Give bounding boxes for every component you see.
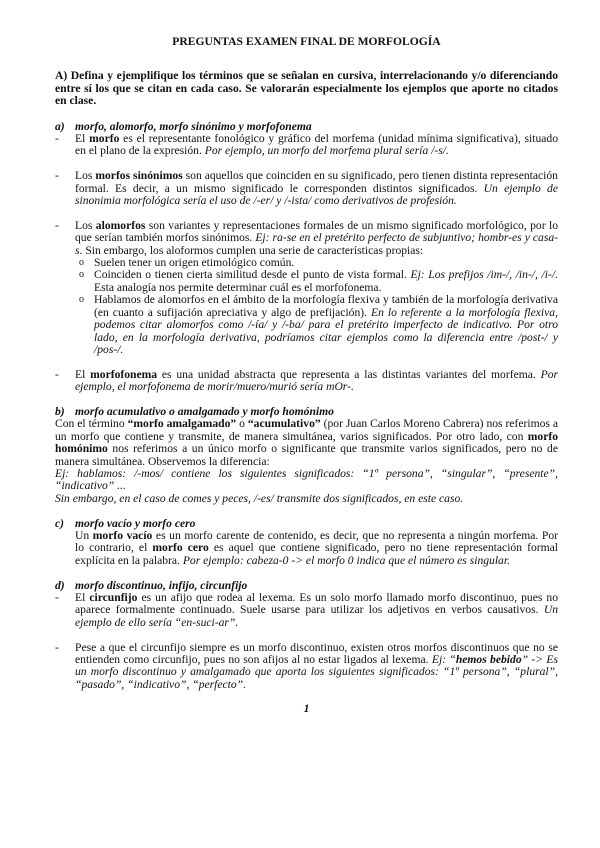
text-run: es el representante fonológico y gráfico del morfema (unidad mínima significativa), situado en el plano de la expresión. xyxy=(75,132,559,158)
term-bold: morfo cero xyxy=(152,541,209,555)
document-title: PREGUNTAS EXAMEN FINAL DE MORFOLOGÍA xyxy=(172,35,441,48)
example-italic: Un ejemplo de sinonimia morfológica sería el uso de /-er/ y /-ista/ como derivativos de profesión. xyxy=(75,181,558,208)
text-run: Los xyxy=(75,169,96,183)
sub-bullet-item xyxy=(55,269,558,294)
section-label: c) xyxy=(55,516,65,530)
document-body xyxy=(55,121,558,692)
term-bold: “morfo amalgamado” xyxy=(127,417,237,431)
paragraph xyxy=(55,493,558,505)
text-run: . Sin embargo, los aloformos cumplen una serie de características propias: xyxy=(79,243,424,257)
example-italic: Ej: Los prefijos /im-/, /in-/, /i-/. xyxy=(410,268,558,282)
text-run: (por Juan Carlos Moreno Cabrera) nos referimos a un morfo que contiene y transmite, de manera simultánea, varios significados. Por otro lado, con xyxy=(55,417,559,443)
bullet-item xyxy=(55,592,558,629)
text-run: o xyxy=(236,417,248,431)
text-run: Un xyxy=(75,528,93,542)
paragraph xyxy=(55,468,558,493)
text-run: morfo discontinuo, infijo, circunfijo xyxy=(75,578,248,592)
text-run: es un morfo carente de contenido, es decir, que no representa a ningún morfema. Por lo contrario, el xyxy=(75,528,558,555)
text-run: es aquel que contiene significado, pero no tiene representación formal explícita en la palabra. xyxy=(75,541,559,567)
text-run: Pese a que el circunfijo siempre es un morfo discontinuo, existen otros morfos discontinuos que no se entienden como circunfijo, pues no son afijos al no estar ligados al lexema. xyxy=(75,640,558,666)
text-run: morfo, alomorfo, morfo sinónimo y morfofonema xyxy=(75,119,312,133)
document-page xyxy=(55,36,558,716)
example-italic: Por ejemplo, un morfo del morfema plural sería /-s/. xyxy=(204,144,449,158)
text-run: son variantes y representaciones formales de un mismo significado morfológico, por lo que serían también morfos sinónimos. xyxy=(75,218,558,245)
term-bold: morfo xyxy=(89,132,120,146)
paragraph xyxy=(55,418,558,468)
term-bold: hemos bebido xyxy=(455,652,522,666)
example-italic: Por ejemplo: cabeza-0 -> el morfo 0 indica que el número es singular. xyxy=(182,553,510,567)
example-italic: Sin embargo, en el caso de comes y peces, /-es/ transmite dos significados, en este caso. xyxy=(55,491,464,505)
page-number: 1 xyxy=(303,702,310,716)
example-italic: Un ejemplo de ello sería “en-suci-ar”. xyxy=(75,603,558,629)
example-italic: ” -> Es un morfo discontinuo y amalgamado que aporta los siguientes significados: “1º persona”, “plural”, “pasado”, “indicativo”, “perfecto”. xyxy=(75,652,559,691)
term-bold: “acumulativo” xyxy=(247,417,321,431)
paragraph xyxy=(55,530,558,567)
term-bold: morfos sinónimos xyxy=(95,169,183,183)
bullet-item xyxy=(55,170,558,207)
section-label: b) xyxy=(55,404,65,418)
text-run: Coinciden o tienen cierta similitud desde el punto de vista formal. xyxy=(94,268,411,282)
text-run: son aquellos que coinciden en su significado, pero tienen distinta representación formal. Es decir, a un mismo significado le corresponden distintos significados. xyxy=(75,169,558,195)
text-run: Suelen tener un origen etimológico común. xyxy=(94,256,295,270)
bullet-item xyxy=(55,220,558,257)
bullet-item xyxy=(55,642,558,692)
example-italic: Ej: “ xyxy=(431,652,456,666)
text-run: es un afijo que rodea al lexema. Es un solo morfo llamado morfo discontinuo, pues no aparece formalmente continuado. Suele usarse para utilizar los adjetivos en verbos causativos. xyxy=(75,590,558,617)
example-italic: En lo referente a la morfología flexiva, podemos citar alomorfos como /-ía/ y /-ba/ para el pretérito imperfecto de indicativo. Por otro lado, en la morfología derivativa, podríamos citar ejemplos como la diferencia entre /post-/ y /pos-/. xyxy=(94,305,558,356)
term-bold: morfofonema xyxy=(90,367,158,381)
text-run: El xyxy=(75,367,91,381)
text-run: nos referimos a un único morfo o significante que transmite varios significados, pero no de manera simultánea. Observemos la diferencia: xyxy=(55,442,558,468)
section-label: d) xyxy=(55,578,65,592)
section-heading xyxy=(55,406,558,418)
example-italic: Ej: ra-se en el pretérito perfecto de subjuntivo; hombr-es y casa-s xyxy=(75,231,558,257)
text-run: morfo acumulativo o amalgamado y morfo homónimo xyxy=(75,404,334,418)
example-italic: Ej: hablamos: /-mos/ contiene los siguientes significados: “1º persona”, “singular”, “presente”, “indicativo” ... xyxy=(55,466,558,493)
example-italic: Por ejemplo, el morfofonema de morir/muero/murió sería mOr-. xyxy=(75,367,558,394)
sub-bullet-item xyxy=(55,294,558,356)
section-label: a) xyxy=(55,119,65,133)
text-run: es una unidad abstracta que representa a las distintas variantes del morfema. xyxy=(157,367,541,381)
bullet-item xyxy=(55,369,558,394)
text-run: Con el término xyxy=(55,417,128,431)
bullet-item xyxy=(55,133,558,158)
text-run: Los xyxy=(75,218,96,232)
text-run: morfo vacío y morfo cero xyxy=(75,516,196,530)
section-heading xyxy=(55,518,558,530)
term-bold: morfo vacío xyxy=(92,528,153,542)
text-run: El xyxy=(75,132,90,146)
text-run: El xyxy=(75,590,90,604)
term-bold: circunfijo xyxy=(89,590,138,604)
term-bold: alomorfos xyxy=(95,218,146,232)
text-run: Hablamos de alomorfos en el ámbito de la morfología flexiva y también de la morfología derivativa (en cuanto a sufijación apreciativa y algo de prefijación). xyxy=(94,293,558,319)
text-run: Esta analogía nos permite determinar cuál es el morfofonema. xyxy=(94,280,382,294)
term-bold: morfo homónimo xyxy=(55,429,558,456)
question-instructions: A) Defina y ejemplifique los términos que se señalan en cursiva, interrelacionando y/o diferenciando entre sí los que se citan en cada caso. Se valorarán especialmente los ejemplos que aporte no citados en clase. xyxy=(55,69,558,108)
